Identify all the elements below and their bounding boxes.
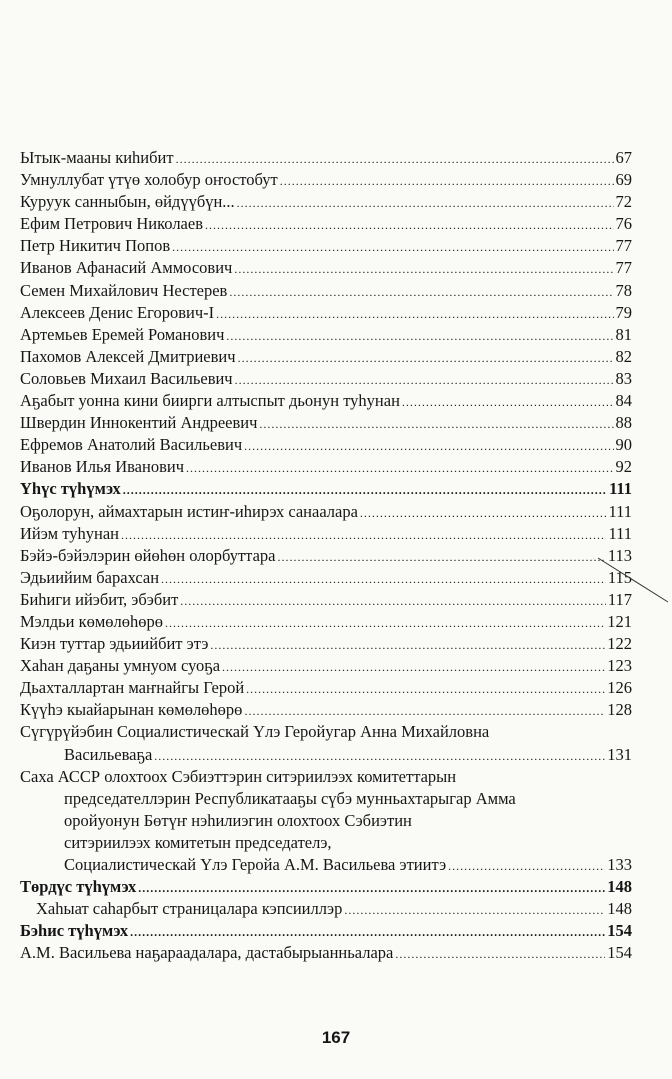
toc-line bbox=[20, 766, 632, 788]
toc-line bbox=[20, 942, 632, 964]
toc-entry-title: Социалистическай Үлэ Геройа А.М. Васильева этиитэ bbox=[64, 855, 447, 874]
dot-leader bbox=[395, 942, 605, 964]
toc-line bbox=[20, 854, 632, 876]
toc-entry-page: 69 bbox=[615, 170, 632, 190]
dot-leader bbox=[165, 611, 605, 633]
dot-leader bbox=[229, 280, 613, 302]
toc-entry-title: Ефим Петрович Николаев bbox=[20, 214, 203, 234]
dot-leader bbox=[259, 412, 613, 434]
toc-entry-title: Петр Никитич Попов bbox=[20, 236, 171, 256]
table-of-contents bbox=[20, 147, 632, 964]
toc-entry-page: 126 bbox=[607, 678, 632, 698]
dot-leader bbox=[121, 523, 606, 545]
toc-entry-title: Бэһис түһүмэх bbox=[20, 921, 129, 941]
toc-entry bbox=[20, 898, 632, 920]
toc-entry-title: Дьахталлартан маҥнайгы Герой bbox=[20, 678, 245, 698]
toc-line bbox=[20, 876, 632, 898]
dot-leader bbox=[176, 147, 614, 169]
toc-line bbox=[20, 169, 632, 191]
toc-entry-title: Эдьиийим барахсан bbox=[20, 567, 160, 587]
toc-entry-page: 77 bbox=[615, 258, 632, 278]
toc-entry bbox=[20, 390, 632, 412]
toc-entry-title: Артемьев Еремей Романович bbox=[20, 324, 225, 344]
toc-entry-title: Үһүс түһүмэх bbox=[20, 479, 121, 499]
dot-leader bbox=[402, 390, 614, 412]
toc-entry bbox=[20, 699, 632, 721]
toc-entry-title: Васильеваҕа bbox=[64, 744, 153, 764]
toc-line bbox=[20, 589, 632, 611]
dot-leader bbox=[130, 920, 605, 942]
toc-entry bbox=[20, 611, 632, 633]
toc-entry bbox=[20, 213, 632, 235]
toc-entry-page: 84 bbox=[615, 391, 632, 411]
toc-entry-page: 83 bbox=[615, 368, 632, 388]
toc-entry-title: Киэн туттар эдьиийбит этэ bbox=[20, 634, 209, 654]
toc-entry-page: 123 bbox=[607, 656, 632, 676]
toc-entry-title: Сүгүрүйэбин Социалистическай Үлэ Геройугар Анна Михайловна bbox=[20, 722, 490, 742]
toc-entry-page: 131 bbox=[607, 744, 632, 764]
dot-leader bbox=[180, 589, 606, 611]
toc-entry bbox=[20, 567, 632, 589]
dot-leader bbox=[237, 191, 614, 213]
toc-entry-page: 154 bbox=[607, 943, 632, 963]
toc-line bbox=[20, 633, 632, 655]
toc-entry-page: 111 bbox=[608, 523, 632, 543]
toc-entry-title: Күүһэ кыайарынан көмөлөһөрө bbox=[20, 700, 243, 720]
toc-line bbox=[20, 390, 632, 412]
toc-entry bbox=[20, 633, 632, 655]
toc-entry bbox=[20, 721, 632, 765]
toc-entry-title: Биһиги ийэбит, эбэбит bbox=[20, 589, 179, 609]
toc-entry bbox=[20, 147, 632, 169]
toc-entry-title: Саха АССР олохтоох Сэбиэттэрин ситэриилээх комитеттарын bbox=[20, 766, 457, 786]
toc-entry-page: 122 bbox=[607, 634, 632, 654]
toc-entry-page: 67 bbox=[615, 148, 632, 167]
page-number: 167 bbox=[321, 1028, 351, 1047]
toc-entry-title: А.М. Васильева наҕараадалара, дастабырыанньалара bbox=[20, 943, 394, 963]
toc-entry-page: 88 bbox=[615, 413, 632, 433]
toc-entry bbox=[20, 478, 632, 500]
toc-line bbox=[20, 213, 632, 235]
toc-entry bbox=[20, 655, 632, 677]
dot-leader bbox=[244, 699, 605, 721]
toc-entry bbox=[20, 169, 632, 191]
toc-line bbox=[20, 191, 632, 213]
toc-entry-title: председателлэрин Республикатааҕы сүбэ мунньахтарыгар Амма bbox=[64, 788, 516, 808]
toc-line bbox=[20, 567, 632, 589]
toc-entry-page: 111 bbox=[608, 501, 632, 521]
toc-entry bbox=[20, 523, 632, 545]
toc-entry bbox=[20, 434, 632, 456]
dot-leader bbox=[280, 169, 614, 191]
dot-leader bbox=[186, 456, 613, 478]
toc-entry-title: Пахомов Алексей Дмитриевич bbox=[20, 346, 236, 366]
toc-line bbox=[20, 478, 632, 500]
toc-entry-page: 117 bbox=[607, 589, 632, 609]
toc-entry-page: 92 bbox=[615, 457, 632, 477]
toc-line bbox=[20, 832, 632, 854]
toc-entry bbox=[20, 589, 632, 611]
toc-entry-title: Алексеев Денис Егорович-I bbox=[20, 302, 215, 322]
pen-stroke-mark bbox=[596, 556, 672, 606]
dot-leader bbox=[226, 324, 613, 346]
toc-entry bbox=[20, 545, 632, 567]
toc-line bbox=[20, 920, 632, 942]
dot-leader bbox=[216, 302, 613, 324]
toc-entry-title: ситэриилээх комитетын председателэ, bbox=[64, 832, 332, 852]
toc-entry bbox=[20, 368, 632, 390]
toc-entry-page: 111 bbox=[609, 479, 632, 499]
toc-line bbox=[20, 324, 632, 346]
toc-entry bbox=[20, 456, 632, 478]
toc-line bbox=[20, 788, 632, 810]
dot-leader bbox=[244, 434, 613, 456]
dot-leader bbox=[138, 876, 605, 898]
toc-entry bbox=[20, 191, 632, 213]
toc-entry-title: Төрдүс түһүмэх bbox=[20, 877, 137, 897]
toc-entry bbox=[20, 346, 632, 368]
toc-line bbox=[20, 655, 632, 677]
toc-entry-title: Куруук санныбын, өйдүүбүн... bbox=[20, 192, 235, 212]
toc-entry-title: Хаһан даҕаны умнуом суоҕа bbox=[20, 656, 221, 676]
toc-entry-title: Семен Михайлович Нестерев bbox=[20, 280, 228, 300]
toc-entry-page: 148 bbox=[607, 877, 632, 897]
toc-entry bbox=[20, 324, 632, 346]
dot-leader bbox=[172, 235, 613, 257]
toc-line bbox=[20, 147, 632, 169]
toc-entry-title: Ийэм туһунан bbox=[20, 523, 119, 543]
toc-entry-page: 77 bbox=[615, 236, 632, 256]
dot-leader bbox=[222, 655, 605, 677]
toc-line bbox=[20, 744, 632, 766]
toc-line bbox=[20, 257, 632, 279]
toc-line bbox=[20, 280, 632, 302]
toc-entry-title: Иванов Афанасий Аммосович bbox=[20, 258, 233, 278]
toc-line bbox=[20, 456, 632, 478]
toc-entry bbox=[20, 501, 632, 523]
toc-entry bbox=[20, 302, 632, 324]
toc-line bbox=[20, 898, 632, 920]
dot-leader bbox=[278, 545, 606, 567]
dot-leader bbox=[210, 633, 605, 655]
toc-entry-page: 81 bbox=[615, 324, 632, 344]
toc-entry bbox=[20, 876, 632, 898]
toc-entry-page: 115 bbox=[607, 567, 632, 587]
toc-entry bbox=[20, 280, 632, 302]
toc-entry-title: Умнуллубат үтүө холобур оҥостобут bbox=[20, 170, 278, 190]
dot-leader bbox=[344, 898, 605, 920]
toc-entry-title: Ытык-мааны киһибит bbox=[20, 148, 174, 167]
dot-leader bbox=[360, 501, 607, 523]
toc-line bbox=[20, 346, 632, 368]
toc-line bbox=[20, 302, 632, 324]
toc-line bbox=[20, 677, 632, 699]
dot-leader bbox=[238, 346, 614, 368]
toc-entry-page: 82 bbox=[615, 346, 632, 366]
dot-leader bbox=[234, 257, 613, 279]
dot-leader bbox=[448, 854, 605, 876]
toc-line bbox=[20, 545, 632, 567]
toc-entry-title: Швердин Иннокентий Андреевич bbox=[20, 413, 258, 433]
toc-entry-title: Соловьев Михаил Васильевич bbox=[20, 368, 233, 388]
toc-entry-page: 76 bbox=[615, 214, 632, 234]
toc-line bbox=[20, 810, 632, 832]
toc-entry-title: Иванов Илья Иванович bbox=[20, 457, 185, 477]
toc-line bbox=[20, 699, 632, 721]
dot-leader bbox=[205, 213, 614, 235]
toc-entry-page: 72 bbox=[615, 192, 632, 212]
dot-leader bbox=[154, 744, 605, 766]
dot-leader bbox=[161, 567, 606, 589]
toc-entry-title: Ефремов Анатолий Васильевич bbox=[20, 435, 243, 455]
toc-line bbox=[20, 611, 632, 633]
toc-entry bbox=[20, 257, 632, 279]
toc-entry-page: 90 bbox=[615, 435, 632, 455]
toc-entry-page: 128 bbox=[607, 700, 632, 720]
toc-entry-title: Бэйэ-бэйэлэрин өйөһөн олорбуттара bbox=[20, 545, 276, 565]
toc-entry-page: 113 bbox=[607, 545, 632, 565]
toc-entry bbox=[20, 412, 632, 434]
toc-line bbox=[20, 412, 632, 434]
toc-entry-page: 154 bbox=[607, 921, 632, 941]
toc-line bbox=[20, 235, 632, 257]
toc-line bbox=[20, 368, 632, 390]
dot-leader bbox=[246, 677, 605, 699]
toc-entry bbox=[20, 766, 632, 876]
toc-entry bbox=[20, 942, 632, 964]
toc-entry-title: Аҕабыт уонна кини биирги алтыспыт дьонун туһунан bbox=[20, 391, 400, 411]
toc-entry bbox=[20, 235, 632, 257]
toc-entry-page: 78 bbox=[615, 280, 632, 300]
toc-line bbox=[20, 523, 632, 545]
toc-entry-title: Оҕолорун, аймахтарын истиҥ-иһирэх санаалара bbox=[20, 501, 358, 521]
toc-entry-page: 133 bbox=[607, 855, 632, 874]
toc-entry bbox=[20, 677, 632, 699]
toc-line bbox=[20, 434, 632, 456]
toc-entry-page: 121 bbox=[607, 611, 632, 631]
dot-leader bbox=[235, 368, 614, 390]
toc-entry-page: 79 bbox=[615, 302, 632, 322]
toc-line bbox=[20, 721, 632, 743]
dot-leader bbox=[123, 478, 607, 500]
toc-entry-title: Хаһыат саһарбыт страницалара кэпсииллэр bbox=[36, 899, 343, 919]
toc-entry bbox=[20, 920, 632, 942]
toc-entry-title: Мэлдьи көмөлөһөрө bbox=[20, 611, 164, 631]
toc-entry-page: 148 bbox=[607, 899, 632, 919]
toc-entry-title: оройуонун Бөтүҥ нэһилиэгин олохтоох Сэбиэтин bbox=[64, 810, 412, 830]
toc-line bbox=[20, 501, 632, 523]
